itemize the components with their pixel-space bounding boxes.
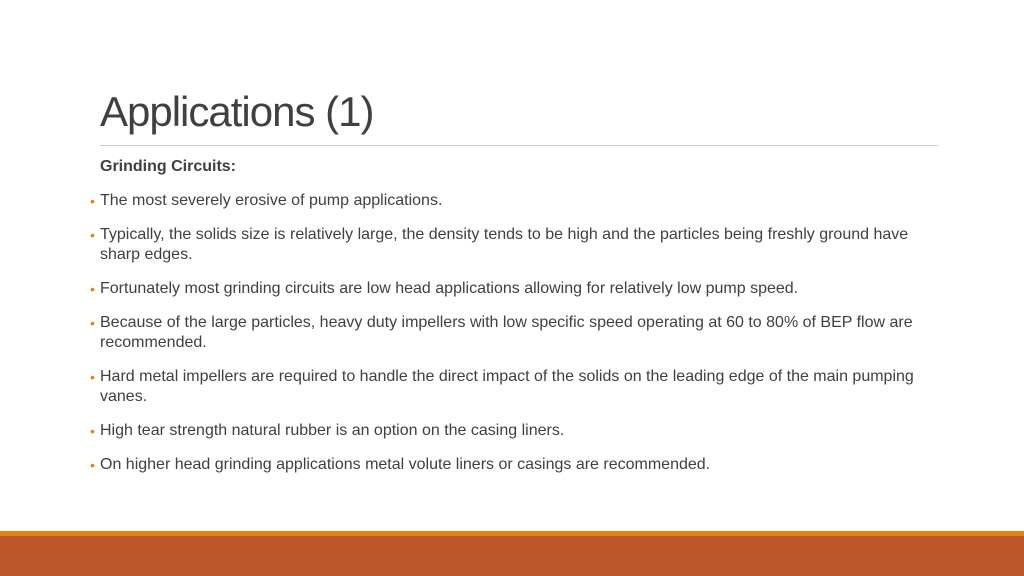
bullet-item	[90, 455, 940, 475]
footer-bar	[0, 531, 1024, 576]
bullet-icon: •	[90, 423, 95, 439]
bullet-item	[90, 225, 940, 265]
title-divider	[100, 145, 938, 146]
bullet-text: Hard metal impellers are required to handle the direct impact of the solids on the leading edge of the main pumping vanes.	[100, 368, 914, 405]
bullet-text: The most severely erosive of pump applications.	[100, 192, 443, 209]
bullet-icon: •	[90, 193, 95, 209]
subheading: Grinding Circuits:	[100, 158, 236, 175]
bullet-icon: •	[90, 369, 95, 385]
bullet-item	[90, 313, 940, 353]
bullet-text: Typically, the solids size is relatively large, the density tends to be high and the particles being freshly ground have sharp edges.	[100, 226, 909, 263]
bullet-icon: •	[90, 457, 95, 473]
bullet-text: High tear strength natural rubber is an option on the casing liners.	[100, 422, 565, 439]
bullet-item	[90, 191, 940, 211]
slide-title: Applications (1)	[100, 88, 374, 135]
bullet-item	[90, 367, 940, 407]
slide-content	[90, 157, 940, 489]
bullet-icon: •	[90, 281, 95, 297]
bullet-text: On higher head grinding applications metal volute liners or casings are recommended.	[100, 456, 711, 473]
bullet-item	[90, 421, 940, 441]
bullet-item	[90, 279, 940, 299]
footer-accent-stripe	[0, 531, 1024, 536]
bullet-text: Because of the large particles, heavy duty impellers with low specific speed operating at 60 to 80% of BEP flow are recommended.	[100, 314, 913, 351]
bullet-text: Fortunately most grinding circuits are low head applications allowing for relatively low pump speed.	[100, 280, 799, 297]
bullet-icon: •	[90, 315, 95, 331]
bullet-icon: •	[90, 227, 95, 243]
